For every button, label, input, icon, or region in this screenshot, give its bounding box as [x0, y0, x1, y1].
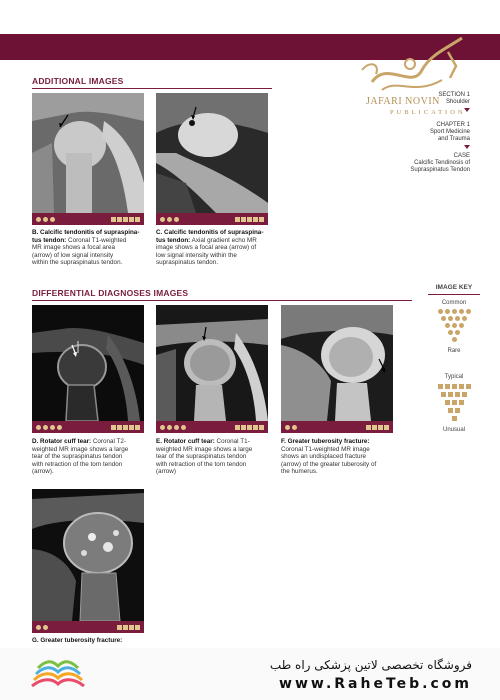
- case-name-2: Supraspinatus Tendon: [410, 167, 470, 173]
- logo-brand-name: JAFARI NOVIN: [366, 96, 440, 107]
- chapter-name-2: and Trauma: [437, 136, 470, 142]
- mri-image-d: [32, 305, 144, 421]
- caption-c-text-1: Axial gradient echo MR: [190, 236, 257, 244]
- caption-f-line: Coronal T1-weighted MR image: [281, 445, 370, 453]
- caption-g: [32, 637, 162, 645]
- figure-c: [156, 93, 268, 225]
- image-f-key-bar: [281, 421, 393, 433]
- caption-b-bold-2: tus tendon:: [32, 236, 67, 244]
- caption-c-line: supraspinatus tendon.: [156, 259, 218, 267]
- caption-d-line: tear of the supraspinatus tendon: [32, 453, 123, 461]
- figure-g: [32, 489, 144, 633]
- jafari-novin-logo-icon: [352, 30, 478, 100]
- caption-b-line: within the supraspinatus tendon.: [32, 259, 123, 267]
- caption-b: [32, 229, 152, 267]
- caption-f: [281, 438, 401, 476]
- image-e-key-bar: [156, 421, 268, 433]
- mri-image-g: [32, 489, 144, 621]
- differential-title: DIFFERENTIAL DIAGNOSES IMAGES: [32, 288, 189, 298]
- mri-image-e: [156, 305, 268, 421]
- caption-c-line: low signal intensity within the: [156, 251, 237, 259]
- caption-c-bold-1: C. Calcific tendonitis of supraspina-: [156, 229, 264, 236]
- image-key-rule: [428, 294, 480, 295]
- additional-images-title: ADDITIONAL IMAGES: [32, 76, 124, 86]
- caption-e-line: (arrow): [156, 468, 176, 476]
- caption-d-line: with retraction of the torn tendon: [32, 460, 123, 468]
- caption-e-line: weighted MR image shows a large: [156, 445, 253, 453]
- additional-title-rule: [32, 88, 272, 89]
- chapter-name-1: Sport Medicine: [429, 129, 470, 135]
- caption-f-line: shows an undisplaced fracture: [281, 453, 367, 461]
- footer-url[interactable]: www.RaheTeb.com: [279, 676, 472, 692]
- caption-d-bold: D. Rotator cuff tear:: [32, 438, 92, 445]
- mri-image-f: [281, 305, 393, 421]
- section-name: Shoulder: [445, 99, 470, 105]
- caption-d: [32, 438, 152, 476]
- key-unusual-label: Unusual: [442, 427, 465, 433]
- caption-f-bold: F. Greater tuberosity fracture:: [281, 438, 370, 445]
- figure-e: [156, 305, 268, 433]
- caption-e-text: Coronal T1-: [214, 438, 250, 445]
- caption-e-bold: E. Rotator cuff tear:: [156, 438, 215, 445]
- caption-c-line: image shows a focal area (arrow) of: [156, 244, 257, 252]
- logo-brand-sub: PUBLICATION: [390, 109, 466, 116]
- caption-f-line: the humerus.: [281, 468, 318, 476]
- figure-b: [32, 93, 144, 225]
- mri-image-b: [32, 93, 144, 213]
- caption-b-line: (arrow) of low signal intensity: [32, 251, 114, 259]
- section-label: SECTION 1: [438, 92, 470, 98]
- differential-title-rule: [32, 300, 412, 301]
- figure-f: [281, 305, 393, 433]
- key-typical-label: Typical: [444, 374, 464, 380]
- caption-d-text: Coronal T2-: [91, 438, 127, 445]
- caption-b-bold-1: B. Calcific tendonitis of supraspina-: [32, 229, 140, 236]
- caption-g-bold: G. Greater tuberosity fracture:: [32, 637, 123, 644]
- key-typical-squares: [428, 384, 480, 421]
- caption-e-line: tear of the supraspinatus tendon: [156, 453, 247, 461]
- footer-banner: [0, 648, 500, 700]
- caption-e-line: with retraction of the torn tendon: [156, 460, 247, 468]
- caption-c: [156, 229, 276, 267]
- image-key: [428, 284, 480, 433]
- case-label: CASE: [453, 153, 470, 159]
- footer-persian-text: فروشگاه تخصصی لاتین پزشکی راه طب: [269, 658, 472, 672]
- caption-d-line: weighted MR image shows a large: [32, 445, 129, 453]
- image-key-title: IMAGE KEY: [435, 284, 473, 291]
- mri-image-c: [156, 93, 268, 213]
- image-c-key-bar: [156, 213, 268, 225]
- figure-d: [32, 305, 144, 433]
- caption-c-bold-2: tus tendon:: [156, 236, 191, 244]
- book-logo-icon: [28, 654, 88, 694]
- image-b-key-bar: [32, 213, 144, 225]
- chapter-label: CHAPTER 1: [436, 122, 470, 128]
- caption-b-text-1: Coronal T1-weighted: [66, 236, 127, 244]
- case-name-1: Calcific Tendinosis of: [414, 160, 470, 166]
- image-g-key-bar: [32, 621, 144, 633]
- key-rare-label: Rare: [447, 348, 461, 354]
- image-d-key-bar: [32, 421, 144, 433]
- sidebar-breadcrumb: [398, 92, 470, 174]
- caption-d-line: (arrow).: [32, 468, 54, 476]
- caption-b-line: MR image shows a focal area: [32, 244, 115, 252]
- key-common-dots: [428, 309, 480, 342]
- caption-f-line: (arrow) of the greater tuberosity of: [281, 460, 377, 468]
- caption-e: [156, 438, 276, 476]
- key-common-label: Common: [441, 300, 467, 306]
